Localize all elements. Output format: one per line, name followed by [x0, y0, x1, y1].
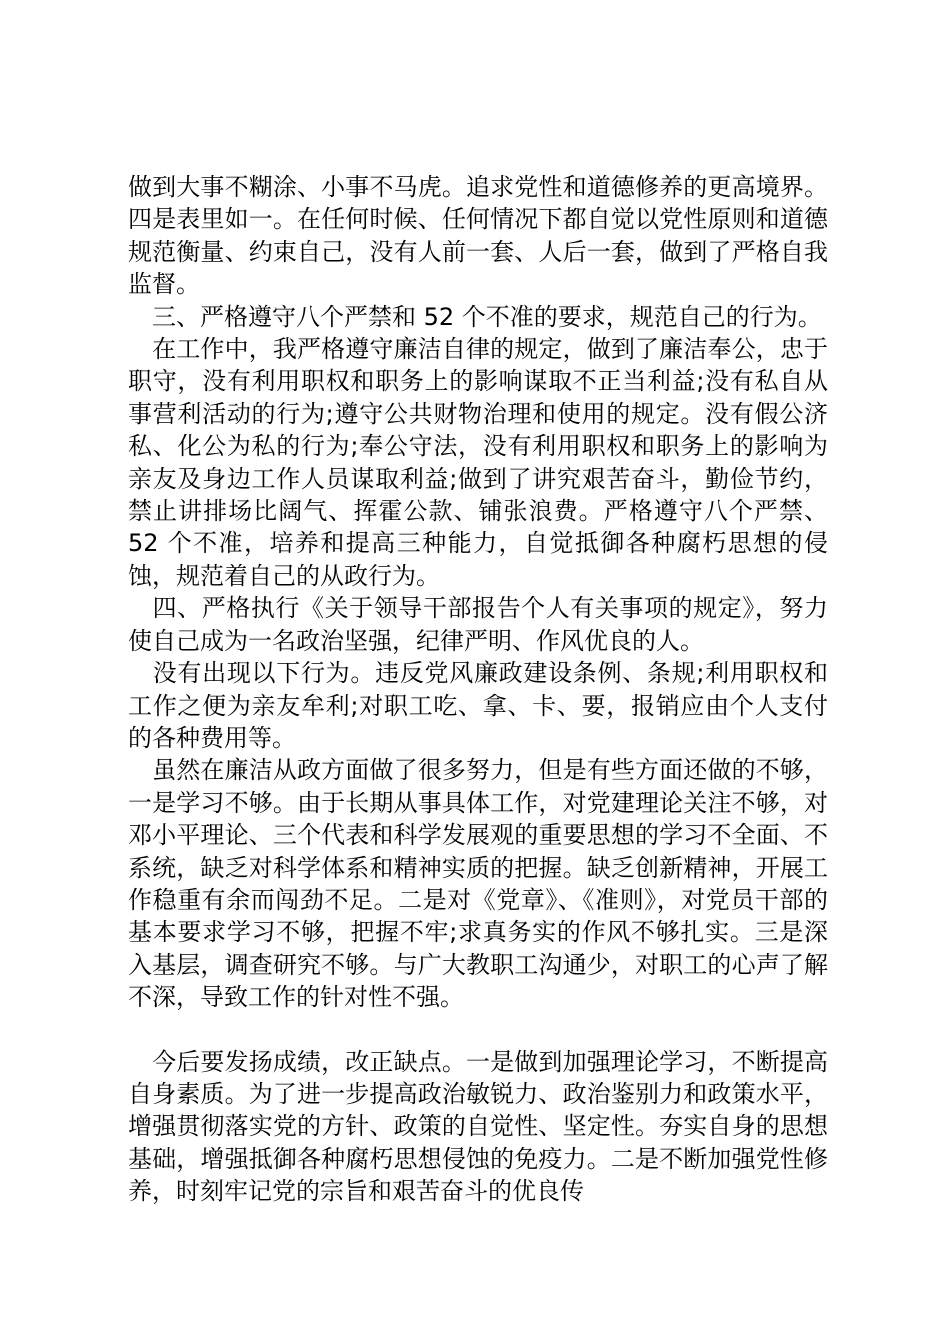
paragraph-5: 没有出现以下行为。违反党风廉政建设条例、条规;利用职权和工作之便为亲友牟利;对职工吃、拿、卡、要，报销应由个人支付的各种费用等。: [128, 659, 828, 752]
paragraph-6: 虽然在廉洁从政方面做了很多努力，但是有些方面还做的不够，一是学习不够。由于长期从事具体工作，对党建理论关注不够，对邓小平理论、三个代表和科学发展观的重要思想的学习不全面、不系统，缺乏对科学体系和精神实质的把握。缺乏创新精神，开展工作稳重有余而闯劲不足。二是对《党章》、《准则》，对党员干部的基本要求学习不够，把握不牢;求真务实的作风不够扎实。三是深入基层，调查研究不够。与广大教职工沟通少，对职工的心声了解不深，导致工作的针对性不强。: [128, 756, 828, 1012]
paragraph-7: 今后要发扬成绩，改正缺点。一是做到加强理论学习，不断提高自身素质。为了进一步提高政治敏锐力、政治鉴别力和政策水平，增强贯彻落实党的方针、政策的自觉性、坚定性。夯实自身的思想基础，增强抵御各种腐朽思想侵蚀的免疫力。二是不断加强党性修养，时刻牢记党的宗旨和艰苦奋斗的优良传: [128, 1047, 828, 1206]
document-body: [128, 171, 828, 1208]
paragraph-4: 四、严格执行《关于领导干部报告个人有关事项的规定》，努力使自己成为一名政治坚强，纪律严明、作风优良的人。: [128, 594, 828, 655]
paragraph-2: 三、严格遵守八个严禁和 52 个不准的要求，规范自己的行为。: [128, 302, 822, 331]
paragraph-gap: [128, 1014, 828, 1046]
paragraph-1: 做到大事不糊涂、小事不马虎。追求党性和道德修养的更高境界。四是表里如一。在任何时候、任何情况下都自觉以党性原则和道德规范衡量、约束自己，没有人前一套、人后一套，做到了严格自我监督。: [128, 173, 828, 299]
paragraph-3: 在工作中，我严格遵守廉洁自律的规定，做到了廉洁奉公，忠于职守，没有利用职权和职务上的影响谋取不正当利益;没有私自从事营利活动的行为;遵守公共财物治理和使用的规定。没有假公济私、化公为私的行为;奉公守法，没有利用职权和职务上的影响为亲友及身边工作人员谋取利益;做到了讲究艰苦奋斗，勤俭节约，禁止讲排场比阔气、挥霍公款、铺张浪费。严格遵守八个严禁、52 个不准，培养和提高三种能力，自觉抵御各种腐朽思想的侵蚀，规范着自己的从政行为。: [128, 335, 828, 590]
